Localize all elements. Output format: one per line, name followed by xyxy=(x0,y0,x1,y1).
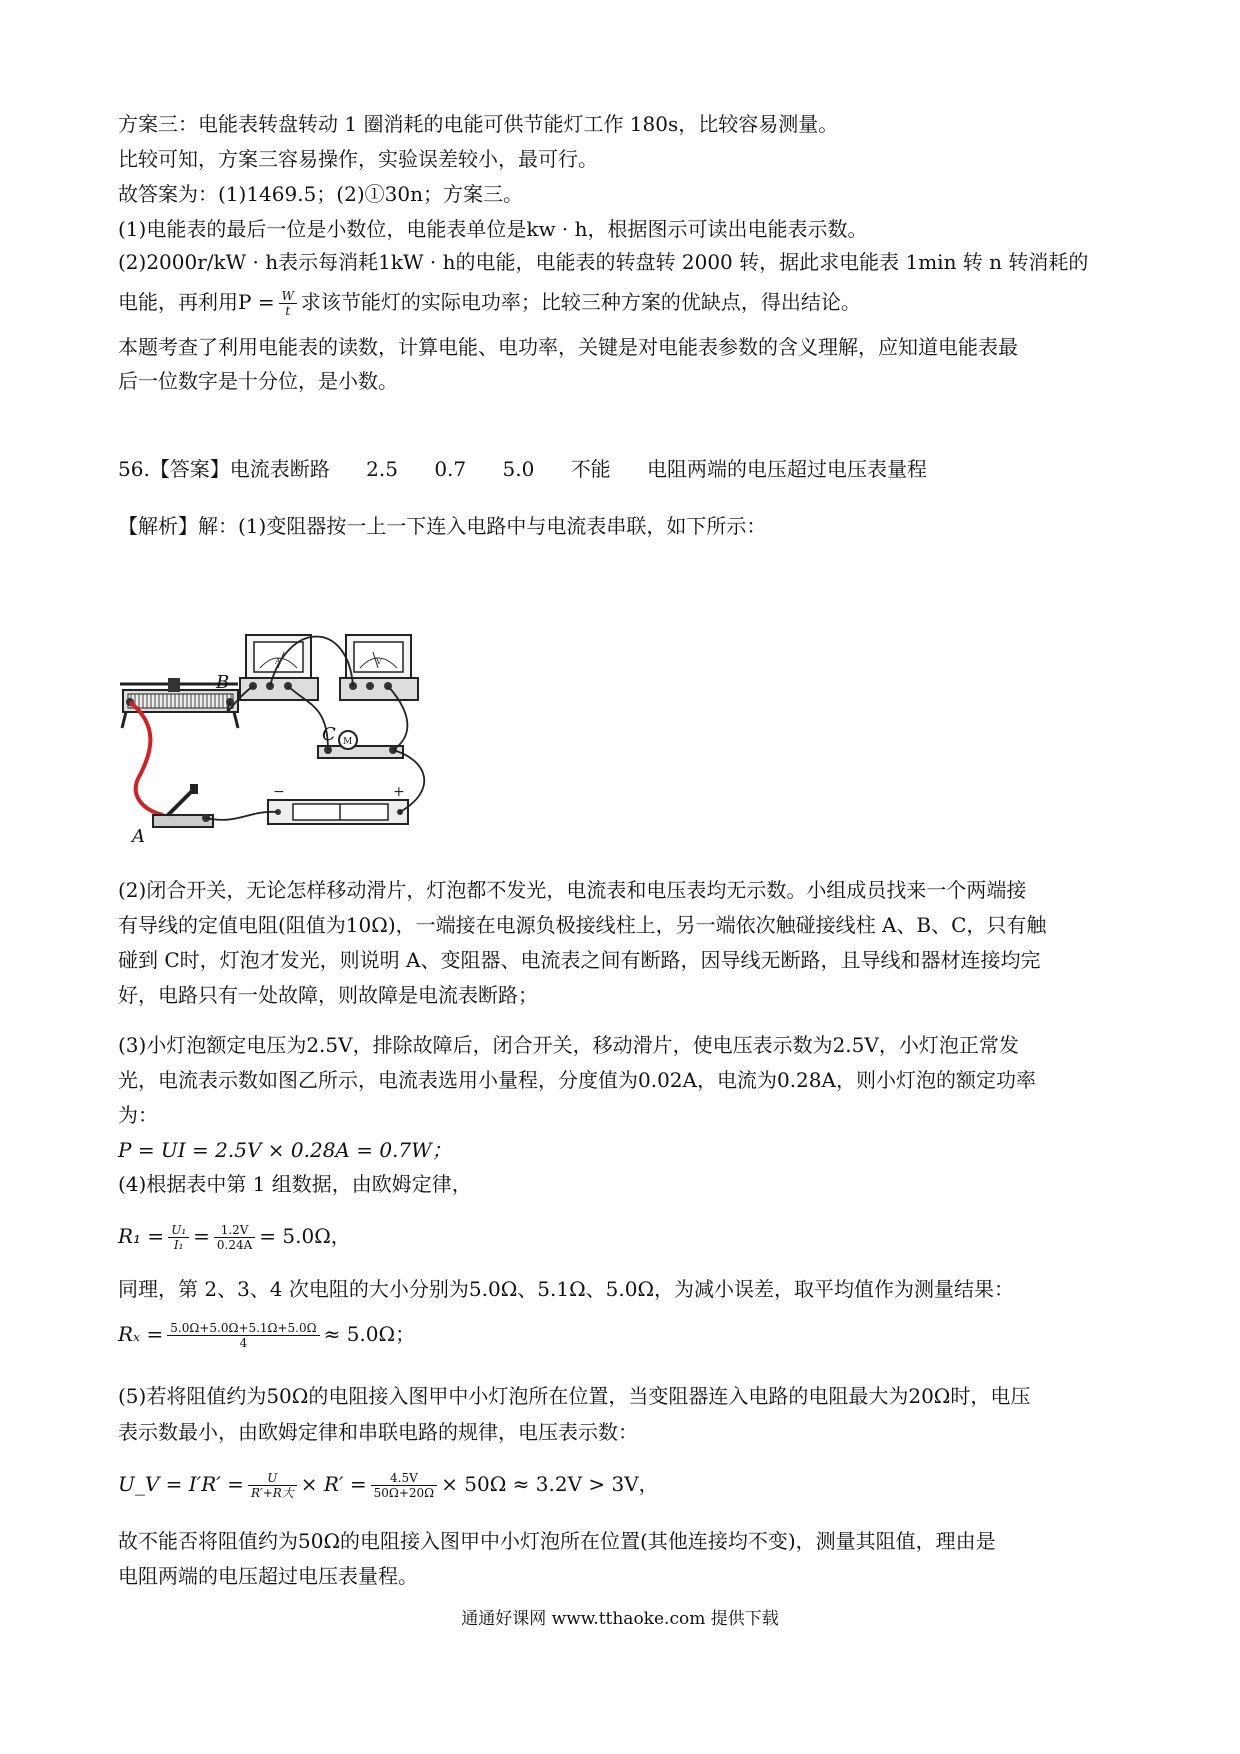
formula-segment: Rₓ = xyxy=(118,1322,164,1346)
battery xyxy=(268,784,408,824)
fraction-numerator: 4.5V xyxy=(371,1471,438,1486)
text-line: 本题考查了利用电能表的读数，计算电能、电功率，关键是对电能表参数的含义理解，应知道电能表最 xyxy=(118,335,1018,359)
formula-segment: × R′ = xyxy=(300,1472,367,1496)
text-line: (3)小灯泡额定电压为2.5V，排除故障后，闭合开关，移动滑片，使电压表示数为2.5V，小灯泡正常发 xyxy=(118,1033,1019,1057)
fraction xyxy=(279,289,297,318)
answer-label: 56.【答案】电流表断路 xyxy=(118,457,330,481)
fraction xyxy=(168,1223,189,1252)
text-line: (1)电能表的最后一位是小数位，电能表单位是kw · h，根据图示可读出电能表示数。 xyxy=(118,217,868,241)
fraction-numerator: W xyxy=(279,289,297,304)
text-line: 故答案为：(1)1469.5；(2)①30n；方案三。 xyxy=(118,182,523,206)
text-segment: 求该节能灯的实际电功率；比较三种方案的优缺点，得出结论。 xyxy=(300,290,861,314)
formula-segment: U_V = I′R′ = xyxy=(118,1472,244,1496)
fraction-numerator: 1.2V xyxy=(214,1223,255,1238)
formula-line xyxy=(118,1320,415,1350)
fraction-denominator: 0.24A xyxy=(216,1238,253,1252)
text-line: 光，电流表示数如图乙所示，电流表选用小量程，分度值为0.02A，电流为0.28A，则小灯泡的额定功率 xyxy=(118,1068,1036,1092)
formula-segment: ≈ 5.0Ω； xyxy=(323,1322,416,1346)
formula-segment: = 5.0Ω， xyxy=(259,1224,351,1248)
text-line: (2)2000r/kW · h表示每消耗1kW · h的电能，电能表的转盘转 2000 转，据此求电能表 1min 转 n 转消耗的 xyxy=(118,250,1089,274)
fraction xyxy=(248,1471,297,1500)
voltmeter xyxy=(340,635,418,700)
fraction-denominator: I₁ xyxy=(173,1238,184,1252)
page-footer: 通通好课网 www.tthaoke.com 提供下载 xyxy=(461,1609,779,1629)
text-line: 表示数最小，由欧姆定律和串联电路的规律，电压表示数： xyxy=(118,1420,638,1444)
voltmeter-symbol: V xyxy=(376,657,382,666)
battery-plus: + xyxy=(393,784,405,800)
label-c: C xyxy=(322,724,336,745)
circuit-diagram xyxy=(118,630,478,855)
fraction-denominator: R′+R大 xyxy=(250,1486,294,1500)
fraction-numerator: 5.0Ω+5.0Ω+5.1Ω+5.0Ω xyxy=(167,1321,319,1336)
label-a: A xyxy=(132,826,145,847)
text-line: (2)闭合开关，无论怎样移动滑片，灯泡都不发光，电流表和电压表均无示数。小组成员找来一个两端接 xyxy=(118,878,1027,902)
fraction-denominator: 50Ω+20Ω xyxy=(373,1486,435,1500)
text-line: 为： xyxy=(118,1103,158,1127)
text-line: 故不能否将阻值约为50Ω的电阻接入图甲中小灯泡所在位置(其他连接均不变)，测量其阻值，理由是 xyxy=(118,1529,996,1553)
fraction xyxy=(214,1223,255,1252)
fraction xyxy=(371,1471,438,1500)
text-line: 电阻两端的电压超过电压表量程。 xyxy=(118,1564,418,1588)
answer-line xyxy=(118,455,927,483)
text-line: 同理，第 2、3、4 次电阻的大小分别为5.0Ω、5.1Ω、5.0Ω，为减小误差，取平均值作为测量结果： xyxy=(118,1277,1015,1301)
text-line: 好，电路只有一处故障，则故障是电流表断路； xyxy=(118,983,538,1007)
formula-segment: R₁ = xyxy=(118,1224,165,1248)
text-segment: 电能，再利用P = xyxy=(118,290,275,314)
answer-value: 2.5 xyxy=(366,457,398,481)
answer-value: 5.0 xyxy=(502,457,535,481)
switch xyxy=(153,784,213,827)
ammeter xyxy=(240,635,318,700)
answer-value: 不能 xyxy=(570,457,611,481)
text-line: (4)根据表中第 1 组数据，由欧姆定律， xyxy=(118,1172,472,1196)
battery-minus: − xyxy=(273,784,285,800)
text-line: 方案三：电能表转盘转动 1 圈消耗的电能可供节能灯工作 180s，比较容易测量。 xyxy=(118,112,839,136)
fraction-denominator: 4 xyxy=(239,1336,248,1350)
bulb-symbol: M xyxy=(343,737,353,747)
text-line: 比较可知，方案三容易操作，实验误差较小，最可行。 xyxy=(118,147,598,171)
fraction xyxy=(167,1321,319,1350)
text-line: (5)若将阻值约为50Ω的电阻接入图甲中小灯泡所在位置，当变阻器连入电路的电阻最大为20Ω时，电压 xyxy=(118,1384,1031,1408)
ammeter-symbol: A xyxy=(275,657,281,666)
fraction-numerator: U xyxy=(248,1471,297,1486)
formula-line xyxy=(118,1222,351,1252)
formula-segment: = xyxy=(193,1224,210,1248)
label-b: B xyxy=(216,672,230,693)
formula-line xyxy=(118,1470,659,1500)
text-line: 有导线的定值电阻(阻值为10Ω)，一端接在电源负极接线柱上，另一端依次触碰接线柱 A、B、C，只有触 xyxy=(118,913,1047,937)
text-line: 后一位数字是十分位，是小数。 xyxy=(118,369,398,393)
text-line-with-formula xyxy=(118,288,861,318)
text-line: 碰到 C时，灯泡才发光，则说明 A、变阻器、电流表之间有断路，因导线无断路，且导线和器材连接均完 xyxy=(118,948,1041,972)
fraction-numerator: U₁ xyxy=(168,1223,189,1238)
fraction-denominator: t xyxy=(285,304,291,318)
answer-value: 电阻两端的电压超过电压表量程 xyxy=(647,457,928,481)
text-line: 【解析】解：(1)变阻器按一上一下连入电路中与电流表串联，如下所示： xyxy=(118,514,767,538)
answer-value: 0.7 xyxy=(434,457,467,481)
formula-line: P = UI = 2.5V × 0.28A = 0.7W； xyxy=(118,1138,452,1162)
formula-segment: × 50Ω ≈ 3.2V > 3V， xyxy=(441,1472,659,1496)
